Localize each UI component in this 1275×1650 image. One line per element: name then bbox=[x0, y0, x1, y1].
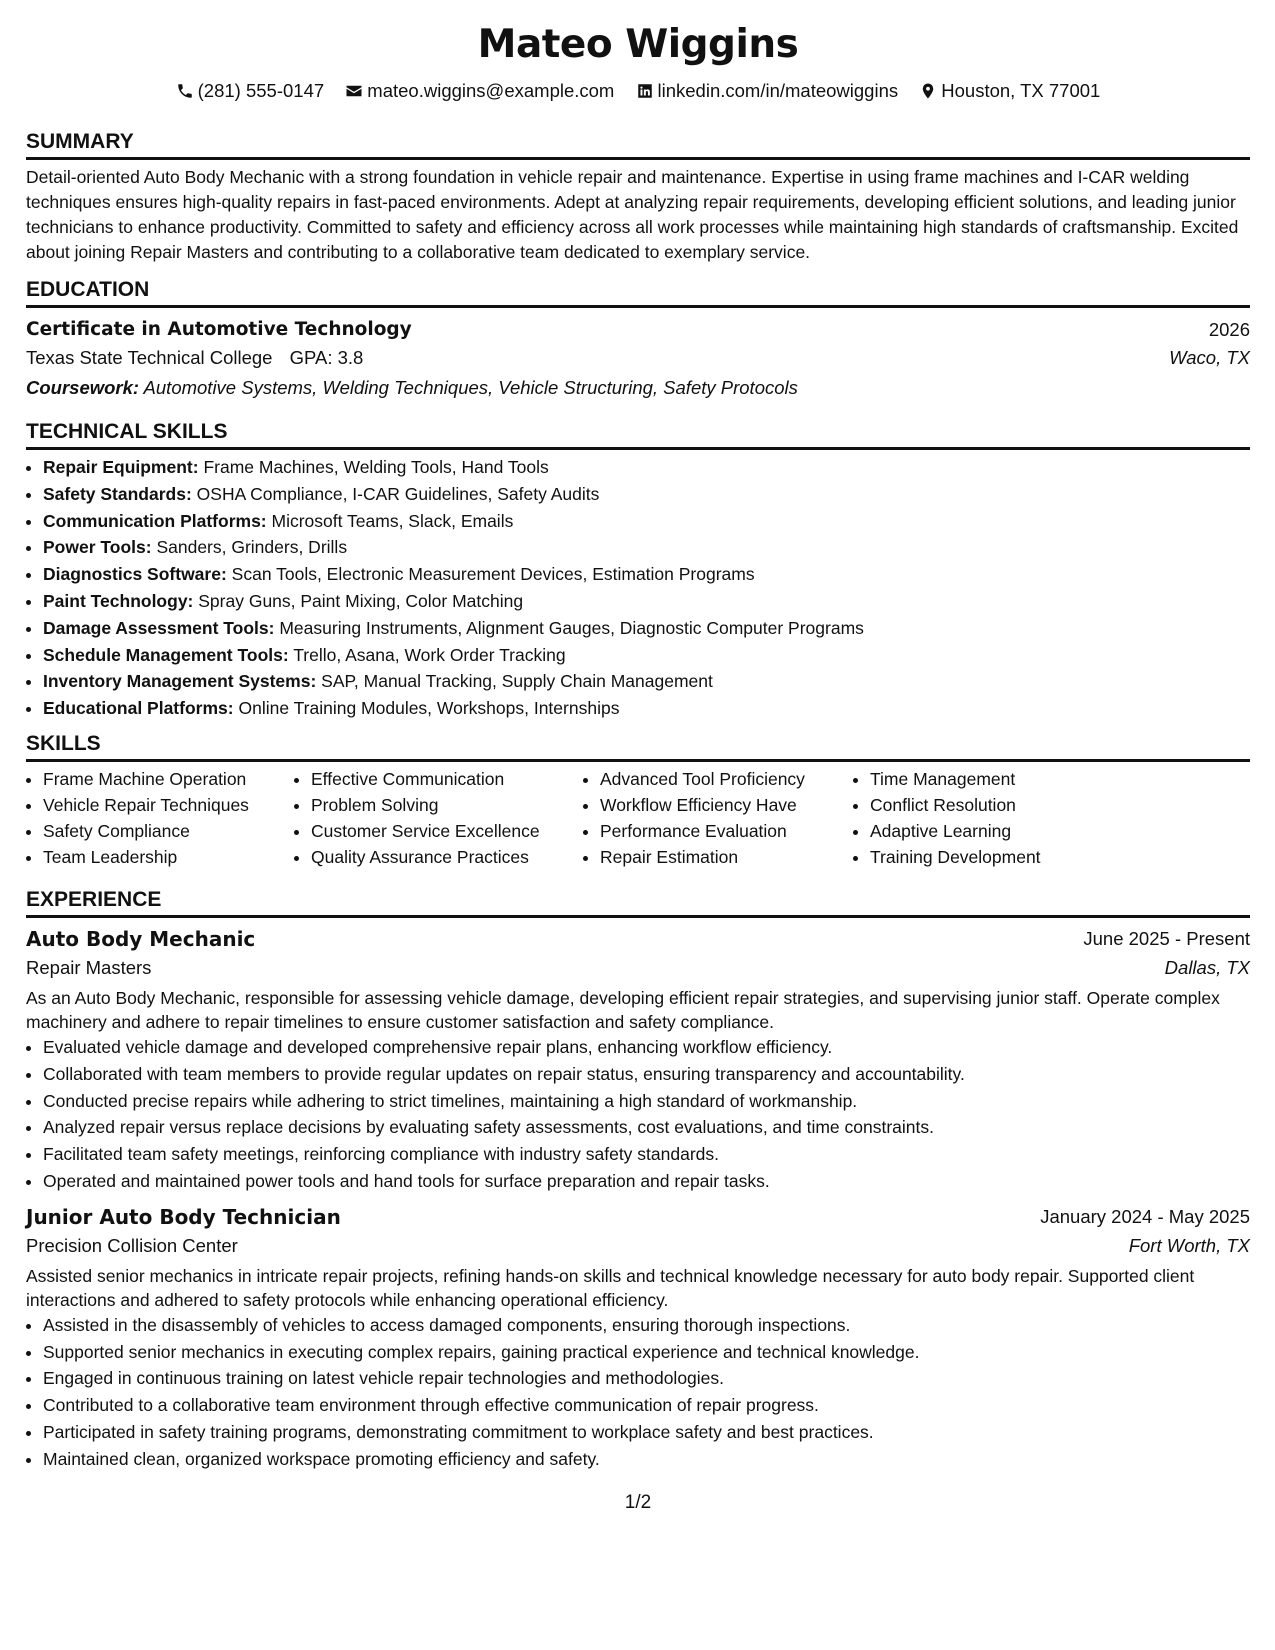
contact-line bbox=[26, 80, 1250, 105]
page-number: 1/2 bbox=[624, 1492, 652, 1513]
degree-year: 2026 bbox=[1208, 319, 1250, 340]
tech-skill-label: Repair Equipment: bbox=[43, 457, 199, 477]
list-item: • Repair Estimation bbox=[600, 844, 853, 870]
contact-phone bbox=[176, 80, 325, 102]
list-item: • Frame Machine Operation bbox=[43, 766, 294, 792]
summary-section bbox=[26, 130, 1250, 265]
list-item: • Supported senior mechanics in executing complex repairs, gaining practical experience and technical knowledge. bbox=[43, 1339, 1250, 1366]
tech-skill-label: Communication Platforms: bbox=[43, 510, 267, 531]
job-entry-2 bbox=[26, 1203, 1250, 1473]
skills-heading: SKILLS bbox=[26, 732, 1250, 762]
tech-skill-value: Sanders, Grinders, Drills bbox=[156, 537, 348, 558]
coursework-line bbox=[26, 373, 1250, 403]
linkedin-text[interactable]: linkedin.com/in/mateowiggins bbox=[657, 80, 899, 101]
list-item bbox=[43, 481, 1250, 508]
education-heading: EDUCATION bbox=[26, 278, 1250, 308]
list-item: • Participated in safety training programs, demonstrating commitment to workplace safety and best practices. bbox=[43, 1419, 1250, 1446]
list-item bbox=[43, 534, 1250, 561]
school-gpa: GPA: 3.8 bbox=[289, 347, 364, 368]
list-item bbox=[43, 454, 1250, 481]
job-entry-1 bbox=[26, 925, 1250, 1195]
tech-skill-value: Frame Machines, Welding Tools, Hand Tools bbox=[203, 457, 549, 477]
job-location: Fort Worth, TX bbox=[1128, 1234, 1250, 1256]
technical-skills-list bbox=[26, 454, 1250, 722]
job-location: Dallas, TX bbox=[1164, 957, 1250, 978]
list-item: • Engaged in continuous training on latest vehicle repair technologies and methodologies. bbox=[43, 1365, 1250, 1392]
tech-skill-value: Microsoft Teams, Slack, Emails bbox=[271, 510, 514, 531]
job-bullets bbox=[26, 1034, 1250, 1195]
education-degree-row bbox=[26, 316, 1250, 343]
skills-column-4 bbox=[853, 766, 1110, 870]
list-item: • Vehicle Repair Techniques bbox=[43, 792, 294, 818]
list-item: • Problem Solving bbox=[311, 792, 583, 818]
envelope-icon bbox=[345, 82, 363, 100]
coursework-text: Automotive Systems, Welding Techniques, Vehicle Structuring, Safety Protocols bbox=[143, 377, 798, 398]
job-company-row bbox=[26, 953, 1250, 983]
tech-skill-value: Trello, Asana, Work Order Tracking bbox=[293, 644, 566, 665]
list-item: • Time Management bbox=[870, 766, 1110, 792]
list-item: • Maintained clean, organized workspace promoting efficiency and safety. bbox=[43, 1446, 1250, 1473]
job-company: Precision Collision Center bbox=[26, 1234, 238, 1256]
email-text[interactable]: mateo.wiggins@example.com bbox=[367, 80, 615, 101]
summary-heading: SUMMARY bbox=[26, 130, 1250, 160]
technical-skills-section bbox=[26, 420, 1250, 722]
education-school-row bbox=[26, 343, 1250, 373]
phone-icon bbox=[176, 82, 194, 100]
list-item bbox=[43, 508, 1250, 535]
job-description: Assisted senior mechanics in intricate repair projects, refining hands-on skills and technical knowledge necessary for auto body repair. Supported client interactions and adhered to safety protocols while enhancing operational efficiency. bbox=[26, 1265, 1195, 1310]
list-item: • Analyzed repair versus replace decisions by evaluating safety assessments, cost evaluations, and time constraints. bbox=[43, 1114, 1250, 1141]
summary-text: Detail-oriented Auto Body Mechanic with a strong foundation in vehicle repair and maintenance. Expertise in using frame machines and I-CAR welding techniques ensures high-quality repairs in fast-paced environments. Adept at analyzing repair requirements, developing efficient solutions, and leading junior technicians to enhance productivity. Committed to safety and efficiency across all work processes while maintaining high standards of craftsmanship. Excited about joining Repair Masters and contributing to a collaborative team dedicated to exemplary service. bbox=[26, 167, 1239, 262]
job-title: Auto Body Mechanic bbox=[26, 927, 256, 951]
tech-skill-value: Spray Guns, Paint Mixing, Color Matching bbox=[198, 590, 524, 611]
list-item: • Assisted in the disassembly of vehicles to access damaged components, ensuring thorough inspections. bbox=[43, 1312, 1250, 1339]
school-name: Texas State Technical College bbox=[26, 347, 273, 368]
candidate-name: Mateo Wiggins bbox=[477, 22, 799, 67]
tech-skill-value: Online Training Modules, Workshops, Internships bbox=[238, 698, 620, 719]
list-item bbox=[43, 561, 1250, 588]
list-item: • Performance Evaluation bbox=[600, 818, 853, 844]
list-item: • Conflict Resolution bbox=[870, 792, 1110, 818]
tech-skill-value: SAP, Manual Tracking, Supply Chain Management bbox=[321, 671, 713, 692]
location-text: Houston, TX 77001 bbox=[941, 80, 1101, 101]
experience-section bbox=[26, 888, 1250, 1473]
list-item bbox=[43, 588, 1250, 615]
job-dates: January 2024 - May 2025 bbox=[1040, 1205, 1250, 1227]
technical-skills-heading: TECHNICAL SKILLS bbox=[26, 420, 1250, 450]
tech-skill-label: Paint Technology: bbox=[43, 590, 194, 611]
job-title: Junior Auto Body Technician bbox=[26, 1204, 341, 1229]
list-item: • Adaptive Learning bbox=[870, 818, 1110, 844]
list-item: • Customer Service Excellence bbox=[311, 818, 583, 844]
experience-heading: EXPERIENCE bbox=[26, 888, 1250, 918]
job-description: As an Auto Body Mechanic, responsible for assessing vehicle damage, developing efficient repair strategies, and supervising junior staff. Operate complex machinery and adhere to repair timelines to ensure customer satisfaction and safety compliance. bbox=[26, 988, 1220, 1032]
tech-skill-value: Scan Tools, Electronic Measurement Devices, Estimation Programs bbox=[231, 564, 755, 585]
degree-name: Certificate in Automotive Technology bbox=[26, 319, 412, 340]
contact-email[interactable] bbox=[345, 80, 614, 102]
list-item: • Training Development bbox=[870, 844, 1110, 870]
skills-column-3 bbox=[583, 766, 853, 870]
contact-location bbox=[919, 80, 1100, 102]
tech-skill-label: Inventory Management Systems: bbox=[43, 671, 317, 692]
job-company-row bbox=[26, 1231, 1250, 1261]
list-item: • Operated and maintained power tools and hand tools for surface preparation and repair tasks. bbox=[43, 1168, 1250, 1195]
school-info bbox=[26, 343, 363, 373]
tech-skill-label: Safety Standards: bbox=[43, 483, 192, 504]
skills-grid bbox=[26, 766, 1250, 870]
tech-skill-label: Power Tools: bbox=[43, 537, 152, 558]
coursework-label: Coursework: bbox=[26, 377, 140, 398]
list-item: • Quality Assurance Practices bbox=[311, 844, 583, 870]
list-item bbox=[43, 615, 1250, 642]
linkedin-icon bbox=[636, 82, 654, 100]
job-company: Repair Masters bbox=[26, 957, 152, 978]
list-item: • Workflow Efficiency Have bbox=[600, 792, 853, 818]
phone-text: (281) 555-0147 bbox=[197, 80, 325, 101]
tech-skill-label: Educational Platforms: bbox=[43, 698, 234, 719]
tech-skill-label: Diagnostics Software: bbox=[43, 564, 227, 585]
skills-section bbox=[26, 732, 1250, 870]
list-item bbox=[43, 695, 1250, 722]
list-item: • Facilitated team safety meetings, reinforcing compliance with industry safety standards. bbox=[43, 1141, 1250, 1168]
map-pin-icon bbox=[919, 82, 937, 100]
contact-linkedin[interactable] bbox=[636, 80, 899, 102]
list-item bbox=[43, 642, 1250, 669]
list-item: • Contributed to a collaborative team environment through effective communication of repair progress. bbox=[43, 1392, 1250, 1419]
job-title-row bbox=[26, 1203, 1250, 1231]
list-item: • Advanced Tool Proficiency bbox=[600, 766, 853, 792]
list-item: • Effective Communication bbox=[311, 766, 583, 792]
tech-skill-label: Schedule Management Tools: bbox=[43, 644, 289, 665]
skills-column-2 bbox=[294, 766, 583, 870]
tech-skill-value: OSHA Compliance, I-CAR Guidelines, Safety Audits bbox=[196, 483, 600, 504]
skills-column-1 bbox=[26, 766, 294, 870]
list-item: • Conducted precise repairs while adhering to strict timelines, maintaining a high standard of workmanship. bbox=[43, 1088, 1250, 1115]
job-bullets bbox=[26, 1312, 1250, 1473]
education-section bbox=[26, 278, 1250, 403]
list-item: • Evaluated vehicle damage and developed comprehensive repair plans, enhancing workflow efficiency. bbox=[43, 1034, 1250, 1061]
list-item: • Safety Compliance bbox=[43, 818, 294, 844]
tech-skill-value: Measuring Instruments, Alignment Gauges, Diagnostic Computer Programs bbox=[279, 617, 864, 638]
list-item: • Collaborated with team members to provide regular updates on repair status, ensuring transparency and accountability. bbox=[43, 1061, 1250, 1088]
list-item bbox=[43, 668, 1250, 695]
school-location: Waco, TX bbox=[1169, 347, 1250, 368]
job-dates: June 2025 - Present bbox=[1083, 928, 1250, 949]
job-title-row bbox=[26, 925, 1250, 953]
list-item: • Team Leadership bbox=[43, 844, 294, 870]
resume-page bbox=[26, 0, 1250, 1650]
tech-skill-label: Damage Assessment Tools: bbox=[43, 617, 275, 638]
